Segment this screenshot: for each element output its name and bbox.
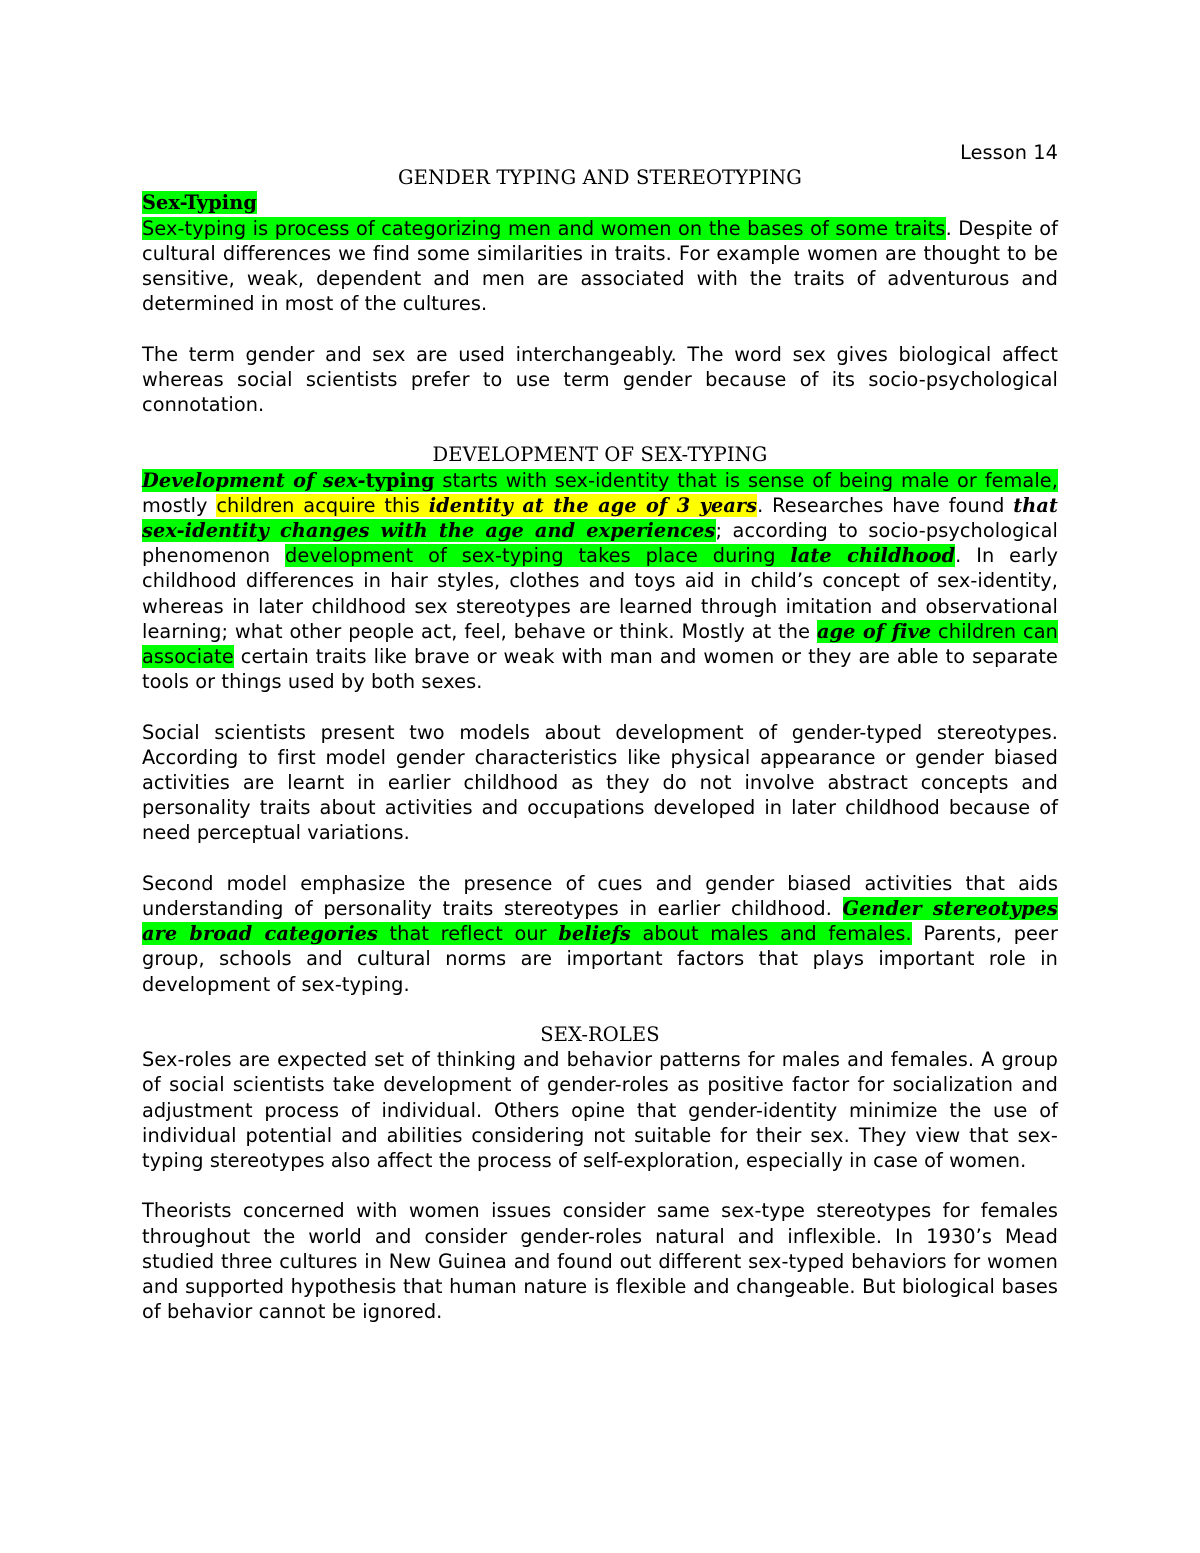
paragraph-sex-roles-2: Theorists concerned with women issues consider same sex-type stereotypes for females throughout the world and consider gender-roles natural and inflexible. In 1930’s Mead studied three cultures in New Guinea and found out different sex-typed behaviors for women and supported hypothesis that human nature is flexible and changeable. But biological bases of behavior cannot be ignored. (142, 1199, 1058, 1324)
paragraph-development-2: Social scientists present two models about development of gender-typed stereotypes. According to first model gender characteristics like physical appearance or gender biased activities are learnt in earlier childhood as they do not involve abstract concepts and personality traits about activities and occupations developed in later childhood because of need perceptual variations. (142, 720, 1058, 845)
page-title: GENDER TYPING AND STEREOTYPING (398, 166, 802, 190)
paragraph-sex-typing-2: The term gender and sex are used interchangeably. The word sex gives biological affect whereas social scientists prefer to use term gender because of its socio-psychological connotation. (142, 342, 1058, 417)
paragraph-sex-typing-1: Sex-typing is process of categorizing men and women on the bases of some traits. Despite of cultural differences we find some similarities in traits. For example women are thought to be sensitive, weak, dependent and men are associated with the traits of adventurous and determined in most of the cultures. (142, 216, 1058, 316)
paragraph-sex-roles-1: Sex-roles are expected set of thinking and behavior patterns for males and females. A group of social scientists take development of gender-roles as positive factor for socialization and adjustment process of individual. Others opine that gender-identity minimize the use of individual potential and abilities considering not suitable for their sex. They view that sex-typing stereotypes also affect the process of self-exploration, especially in case of women. (142, 1048, 1058, 1173)
paragraph-development-1: Development of sex-typing starts with sex-identity that is sense of being male or female, mostly children acquire this identity at the age of 3 years. Researches have found that sex-identity changes with the age and experiences; according to socio-psychological phenomenon development of sex-typing takes place during late childhood. In early childhood differences in hair styles, clothes and toys aid in child’s concept of sex-identity, whereas in later childhood sex stereotypes are learned through imitation and observational learning; what other people act, feel, behave or think. Mostly at the age of five children can associate certain traits like brave or weak with man and women or they are able to separate tools or things used by both sexes. (142, 468, 1059, 694)
section-heading-development: DEVELOPMENT OF SEX-TYPING (432, 443, 768, 467)
section-heading-sex-roles: SEX-ROLES (540, 1023, 660, 1047)
highlight-definition: Sex-typing is process of categorizing men and women on the bases of some traits (142, 216, 946, 240)
section-heading-sex-typing: Sex-Typing (142, 191, 257, 215)
lesson-number: Lesson 14 (960, 141, 1058, 164)
paragraph-development-3: Second model emphasize the presence of cues and gender biased activities that aids understanding of personality traits stereotypes in earlier childhood. Gender stereotypes are broad categories that reflect our beliefs about males and females. Parents, peer group, schools and cultural norms are important factors that plays important role in development of sex-typing. (142, 871, 1059, 996)
document-page (142, 140, 1058, 1324)
